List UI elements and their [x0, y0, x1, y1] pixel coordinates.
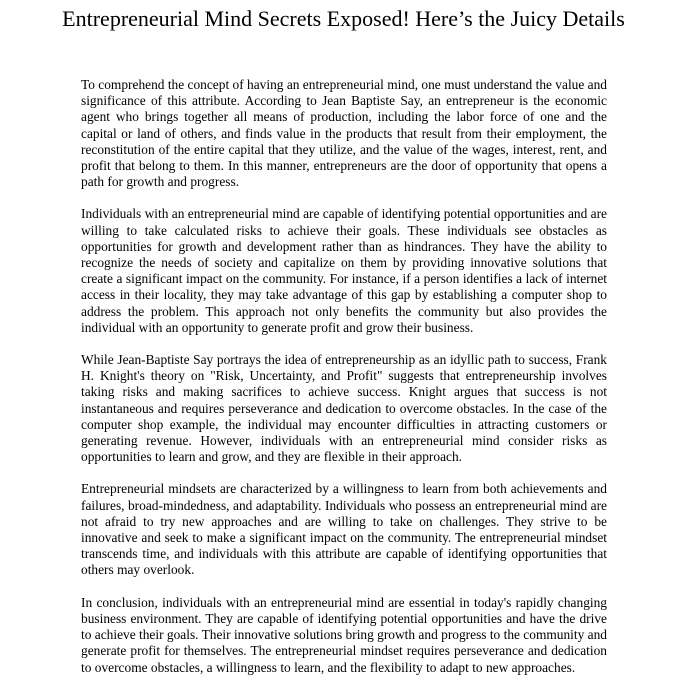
document-title: Entrepreneurial Mind Secrets Exposed! Here’s the Juicy Details — [62, 6, 625, 31]
document-body — [81, 77, 607, 692]
paragraph-3: While Jean-Baptiste Say portrays the idea of entrepreneurship as an idyllic path to success, Frank H. Knight's theory on "Risk, Uncertainty, and Profit" suggests that entrepreneurship involves taking risks and making sacrifices to achieve success. Knight argues that success is not instantaneous and requires perseverance and dedication to overcome obstacles. In the case of the computer shop example, the individual may encounter difficulties in attracting customers or generating revenue. However, individuals with an entrepreneurial mind consider risks as opportunities to learn and grow, and they are flexible in their approach. — [81, 352, 607, 465]
paragraph-4: Entrepreneurial mindsets are characterized by a willingness to learn from both achievements and failures, broad-mindedness, and adaptability. Individuals who possess an entrepreneurial mind are not afraid to try new approaches and are willing to take on challenges. They strive to be innovative and seek to make a significant impact on the community. The entrepreneurial mindset transcends time, and individuals with this attribute are capable of identifying opportunities that others may overlook. — [81, 481, 607, 578]
paragraph-2: Individuals with an entrepreneurial mind are capable of identifying potential opportunities and are willing to take calculated risks to achieve their goals. These individuals see obstacles as opportunities for growth and development rather than as hindrances. They have the ability to recognize the needs of society and capitalize on them by providing innovative solutions that create a significant impact on the community. For instance, if a person identifies a lack of internet access in their locality, they may take advantage of this gap by establishing a computer shop to address the problem. This approach not only benefits the community but also provides the individual with an opportunity to generate profit and grow their business. — [81, 206, 607, 335]
paragraph-1: To comprehend the concept of having an entrepreneurial mind, one must understand the value and significance of this attribute. According to Jean Baptiste Say, an entrepreneur is the economic agent who brings together all means of production, including the labor force of one and the capital or land of others, and finds value in the products that result from their employment, the reconstitution of the entire capital that they utilize, and the value of the wages, interest, rent, and profit that belong to them. In this manner, entrepreneurs are the door of opportunity that opens a path for growth and progress. — [81, 77, 607, 190]
paragraph-5: In conclusion, individuals with an entrepreneurial mind are essential in today's rapidly changing business environment. They are capable of identifying potential opportunities and have the drive to achieve their goals. Their innovative solutions bring growth and progress to the community and generate profit for themselves. The entrepreneurial mindset requires perseverance and dedication to overcome obstacles, a willingness to learn, and the flexibility to adapt to new approaches. — [81, 594, 607, 675]
